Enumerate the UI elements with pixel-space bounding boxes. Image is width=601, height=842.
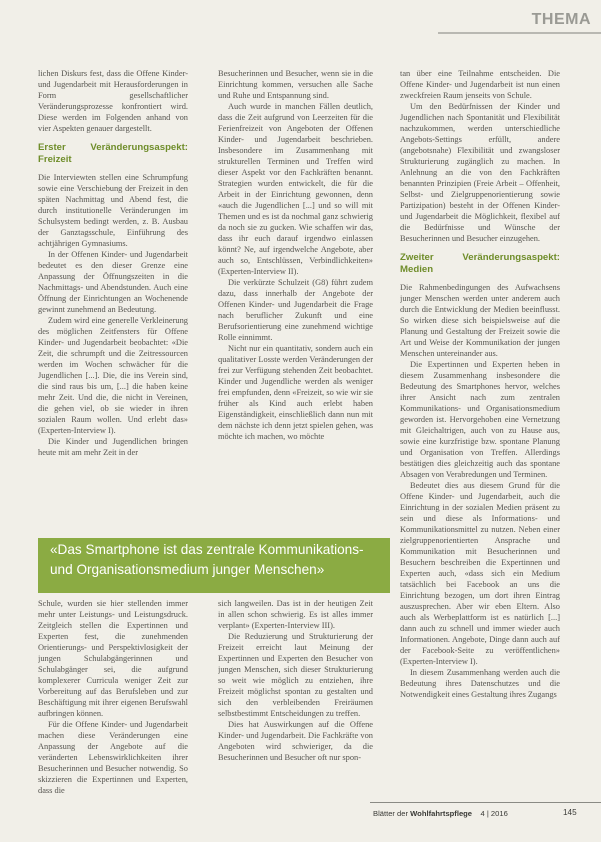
paragraph: Die Reduzierung und Strukturierung der Freizeit erreicht laut Meinung der Expertinnen und Experten den Besucher von jungen Menschen, sich dieser Strukturierung so weit wie möglich zu entziehen, ihre Freizeit möglichst spontan zu gestalten und sich den verbleibenden Freiräumen selbstbestimmt Entscheidungen zu treffen. — [218, 632, 373, 718]
paragraph: sich langweilen. Das ist in der heutigen Zeit in allen schon schwierig. Es ist alles immer verplant» (Experten-Interview III). — [218, 599, 373, 630]
paragraph: In diesem Zusammenhang werden auch die Bedeutung ihres Datenschutzes und die Notwendigkeit eines Gestaltung ihres Zugangs — [400, 668, 560, 699]
paragraph: Die Rahmenbedingungen des Aufwachsens junger Menschen werden unter anderem auch durch die Entwicklung der Medien beeinflusst. So wirken diese sich beispielsweise auf die Planung und Gestaltung der Freizeit sowie die Art und Weise der Kommunikation der jungen Menschen untereinander aus. — [400, 283, 560, 358]
page-footer — [0, 802, 601, 842]
column-2-top — [218, 68, 373, 546]
paragraph: Für die Offene Kinder- und Jugendarbeit machen diese Veränderungen eine Anpassung der Angebote auf die veränderten Lebenswirklichkeiten ihrer Besucherinnen und Besucher notwendig. So skizzieren die Expertinnen und Experten, dass die — [38, 720, 188, 795]
issue-number: 4 | 2016 — [480, 809, 508, 818]
column-2-bottom — [218, 598, 373, 796]
paragraph: Besucherinnen und Besucher, wenn sie in die Einrichtung kommen, versuchen alle Sache und Ruhe und Entspannung sind. — [218, 69, 373, 100]
paragraph: Auch wurde in manchen Fällen deutlich, dass die Zeit aufgrund von Leerzeiten für die Ferienfreizeit von Angeboten der Offenen Kinder- und Jugendarbeit beschrieben. Insbesondere im Zusammenhang mit strukturellen Terminen und Treffen wird dieser Aspekt vor den Fachkräften benannt. Strategien wurden entwickelt, die für die Arbeit in der Einrichtung gewonnen, denn «auch die Jugendlichen [...] und so will mit Themen und es ist da nochmal ganz schwierig da noch sie zu gucken. Wie schaffen wir das, dass ihr euch darauf irgendwo einlassen könnt? Ne, auf irgendwelche Angebote, aber auch so, Entschlüssen, Verbindlichkeiten» (Experten-Interview II). — [218, 102, 373, 276]
paragraph: tan über eine Teilnahme entscheiden. Die Offene Kinder- und Jugendarbeit ist nun einen zweckfreien Raum jenseits von Schule. — [400, 69, 560, 100]
paragraph: Zudem wird eine generelle Verkleinerung des möglichen Zeitfensters für Offene Kinder- und Jugendarbeit beobachtet: «Die Zeit, die schrumpft und die Zeitressourcen werden im Wochen schwächer für die Jugendlichen [...]. Die, die ins Verein sind, die sind raus bis um, [...] die haben keine mehr Zeit. Und die, die nicht in Vereinen, die gehen viel, ob sie wieder in ihren sozialen Raum wollen. Und erlebt das» (Experten-Interview I). — [38, 316, 188, 435]
column-1-bottom — [38, 598, 188, 796]
paragraph: Die Expertinnen und Experten heben in diesem Zusammenhang insbesondere die Bedeutung des Smartphones hervor, welches ihrer Ansicht nach zum zentralen Kommunikations- und Organisationsmedium geworden ist. Hervorgehoben eine Vernetzung mit Gleichaltrigen, auch von zu Hause aus, sowie eine kurzfristige bzw. spontane Planung und Organisation von Treffen. Allerdings bestätigen dies gleichzeitig auch das spontane Absagen von Verabredungen und Terminen. — [400, 360, 560, 479]
paragraph: Dies hat Auswirkungen auf die Offene Kinder- und Jugendarbeit. Die Fachkräfte von Angeboten wird schwieriger, da die Besucherinnen und Besucher oft nur spon- — [218, 720, 373, 762]
journal-name: Wohlfahrtspflege — [410, 809, 473, 818]
paragraph: Die Kinder und Jugendlichen bringen heute mit am mehr Zeit in der — [38, 437, 188, 457]
footer-rule — [370, 802, 601, 803]
section-label: THEMA — [526, 11, 591, 29]
paragraph: lichen Diskurs fest, dass die Offene Kinder- und Jugendarbeit mit Herausforderungen in Form gesellschaftlicher Veränderungsprozesse konfrontiert wird. Diese werden im Folgenden anhand von vier Aspekten genauer dargestellt. — [38, 69, 188, 133]
journal-prefix: Blätter der — [373, 809, 411, 818]
pull-quote: «Das Smartphone ist das zentrale Kommunikations- und Organisationsmedium junger Menschen» — [50, 542, 364, 577]
paragraph: Die Interviewten stellen eine Schrumpfung sowie eine Verschiebung der Freizeit in den späten Nachmittag und Abend fest, die durch institutionelle Veränderungen im Schulsystem bedingt werden, z. B. Ausbau der Ganztagsschule, Einführung des achtjährigen Gymnasiums. — [38, 173, 188, 248]
header-rule — [438, 32, 601, 34]
column-3 — [400, 68, 560, 796]
paragraph: Die verkürzte Schulzeit (G8) führt zudem dazu, dass innerhalb der Angebote der Offenen Kinder- und Jugendarbeit die Frage nach beruflicher Zukunft und eine Berufsorientierung eine zunehmend wichtige Rolle einnimmt. — [218, 278, 373, 342]
subheading-medien: Zweiter Veränderungsaspekt: Medien — [400, 252, 560, 275]
subheading-freizeit: Erster Veränderungsaspekt: Freizeit — [38, 142, 188, 165]
paragraph: Bedeutet dies aus diesem Grund für die Offene Kinder- und Jugendarbeit, auch die Einrichtung in der sozialen Medien präsent zu sein und diese als Informations- und Kommunikationsmittel zu nutzen. Neben einer zielgruppenorientierten Ansprache und Kommunikation mit Besucherinnen und Besuchern beschreiben die Expertinnen und Experten auch, «dass sich ein Medium tatsächlich bei Facebook an uns die Einrichtung bezogen, um dort ihren Eintrag auszusprechen. Aber wir eben Eltern. Also auch als Werbeplattform ist es natürlich [...] dann auch zu schnell und immer wieder auch Informationen. Angebote, Dinge dann auch auf der Facebook-Seite zu veröffentlichen» (Experten-Interview I). — [400, 481, 560, 666]
paragraph: Um den Bedürfnissen der Kinder und Jugendlichen nach Spontanität und Flexibilität nachzukommen, werden unterschiedliche Angebots-Settings erfüllt, andere (angebotsnahe) Flexibilität und zwangsloser Strukturierung zugänglich zu machen. In Anlehnung an die von den Fachkräften benannten Prinzipien (Freie Arbeit – Offenheit, Selbst- und Zielgruppenorientierung sowie Partizipation) besteht in der Offenen Kinder- und Jugendarbeit die Möglichkeit, flexibel auf die Bedürfnisse und Wünsche der Besucherinnen und Besucher einzugehen. — [400, 102, 560, 243]
paragraph: Schule, wurden sie hier stellenden immer mehr unter Leistungs- und Leistungsdruck. Zeitgleich stellen die Expertinnen und Experten fest, die zunehmenden Orientierungs- und Perspektivlosigkeit der jungen Schulabgängerinnen und Schulabgänger sei, die aufgrund komplexerer Curricula weniger Zeit zur Vorbereitung auf das Berufsleben und zur Beschäftigung mit ihrer eigenen Berufswahl aufbringen können. — [38, 599, 188, 718]
section-header — [438, 10, 601, 38]
paragraph: In der Offenen Kinder- und Jugendarbeit bedeutet es den dieser Grenze eine Anpassung der Öffnungszeiten in die Nachmittags- und Abendstunden. Auch eine Öffnung der Einrichtungen an Wochenende gewinnt zunehmend an Bedeutung. — [38, 250, 188, 314]
column-1-top — [38, 68, 188, 546]
paragraph: Nicht nur ein quantitativ, sondern auch ein qualitativer Losste werden Veränderungen der frei zur Verfügung stehenden Zeit beobachtet. Kinder und Jugendliche werden als weniger frei empfunden, denn «Freizeit, so wie wir sie früher als Kind auch erlebt haben Eigenständigkeit, einschließlich dann nun mit dem nächste ich denn jetzt spielen gehen, was möchte ich machen, wo möchte — [218, 344, 373, 441]
journal-credit — [373, 809, 553, 818]
page-number: 145 — [563, 808, 577, 817]
